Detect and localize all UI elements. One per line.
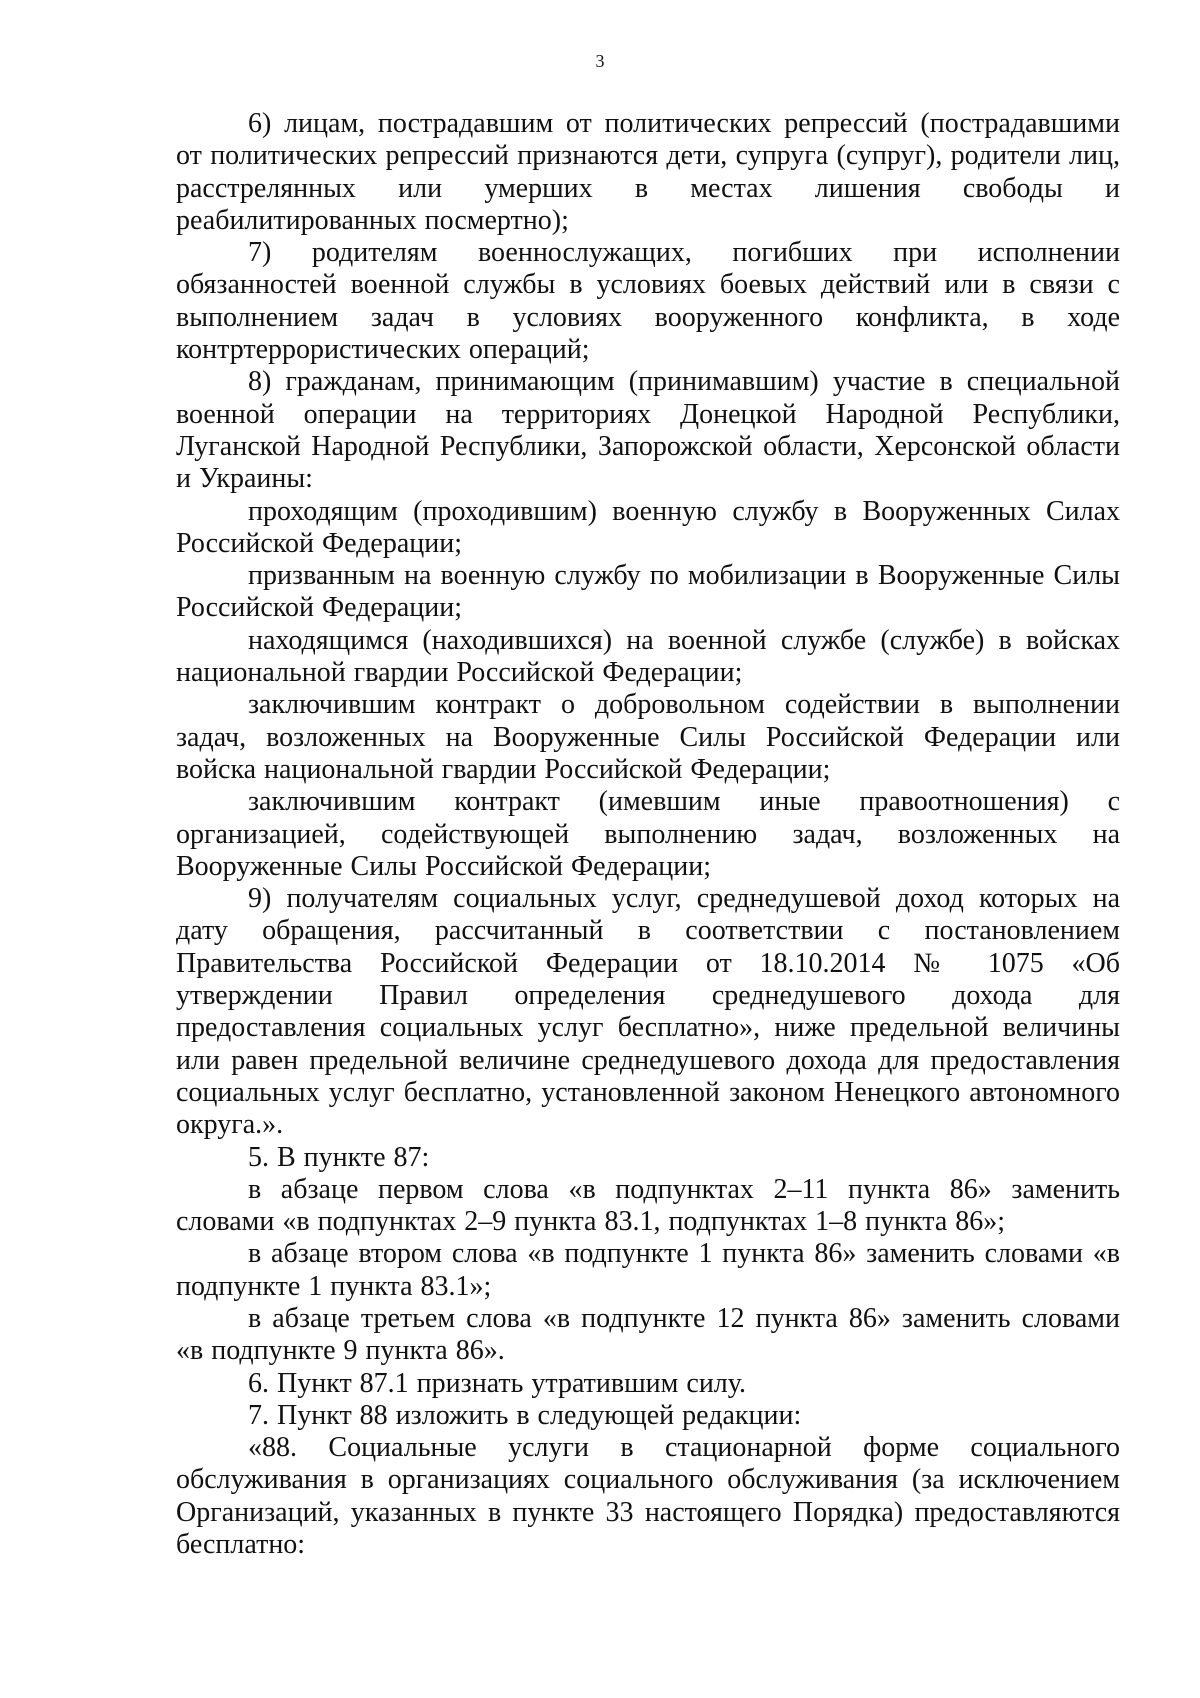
page-number: 3 (595, 51, 605, 71)
paragraph-item-9: 9) получателям социальных услуг, среднедушевой доход которых на дату обращения, рассчитанный в соответствии с постановлением Правительства Российской Федерации от 18.10.2014 № 1075 «Об утверждении Правил определения среднедушевого дохода для предоставления социальных услуг бесплатно», ниже предельной величины или равен предельной величине среднедушевого дохода для предоставления социальных услуг бесплатно, установленной законом Ненецкого автономного округа.». (176, 883, 1120, 1141)
document-body (176, 108, 1120, 1561)
paragraph-point-88: «88. Социальные услуги в стационарной форме социального обслуживания в организациях социального обслуживания (за исключением Организаций, указанных в пункте 33 настоящего Порядка) предоставляются бесплатно: (176, 1432, 1120, 1561)
paragraph-point-6: 6. Пункт 87.1 признать утратившим силу. (248, 1367, 746, 1399)
paragraph-subitem-organization-contract: заключившим контракт (имевшим иные правоотношения) с организацией, содействующей выполнению задач, возложенных на Вооруженные Силы Российской Федерации; (176, 786, 1120, 882)
paragraph-point-7: 7. Пункт 88 изложить в следующей редакции: (248, 1399, 802, 1431)
paragraph-item-8: 8) гражданам, принимающим (принимавшим) участие в специальной военной операции на территориях Донецкой Народной Республики, Луганской Народной Республики, Запорожской области, Херсонской области и Украины: (176, 366, 1120, 495)
paragraph-item-6: 6) лицам, пострадавшим от политических репрессий (пострадавшими от политических репрессий признаются дети, супруга (супруг), родители лиц, расстрелянных или умерших в местах лишения свободы и реабилитированных посмертно); (176, 108, 1120, 236)
paragraph-subitem-volunteer-contract: заключившим контракт о добровольном содействии в выполнении задач, возложенных на Вооруженные Силы Российской Федерации или войска национальной гвардии Российской Федерации; (176, 689, 1120, 785)
paragraph-subitem-armed-forces: проходящим (проходившим) военную службу в Вооруженных Силах Российской Федерации; (176, 495, 1120, 559)
paragraph-point-5-second: в абзаце втором слова «в подпункте 1 пункта 86» заменить словами «в подпункте 1 пункта 83.1»; (176, 1238, 1120, 1302)
paragraph-subitem-national-guard: находящимся (находившихся) на военной службе (службе) в войсках национальной гвардии Российской Федерации; (176, 624, 1120, 689)
paragraph-point-5-third: в абзаце третьем слова «в подпункте 12 пункта 86» заменить словами «в подпункте 9 пункта 86». (176, 1302, 1120, 1367)
paragraph-item-7: 7) родителям военнослужащих, погибших при исполнении обязанностей военной службы в условиях боевых действий или в связи с выполнением задач в условиях вооруженного конфликта, в ходе контртеррористических операций; (176, 237, 1120, 366)
paragraph-point-5-first: в абзаце первом слова «в подпунктах 2–11 пункта 86» заменить словами «в подпунктах 2–9 пункта 83.1, подпунктах 1–8 пункта 86»; (176, 1173, 1120, 1238)
paragraph-subitem-mobilization: призванным на военную службу по мобилизации в Вооруженные Силы Российской Федерации; (176, 560, 1120, 624)
paragraph-point-5: 5. В пункте 87: (248, 1141, 430, 1173)
